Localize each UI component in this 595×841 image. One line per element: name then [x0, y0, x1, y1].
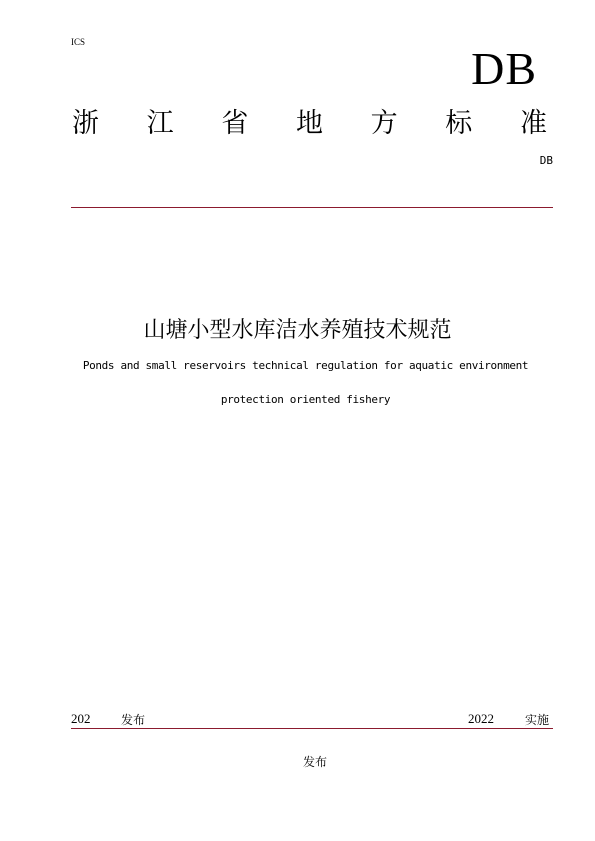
standard-code: DB: [539, 154, 553, 167]
title-char: 省: [221, 108, 249, 139]
implementation-date: 2022: [468, 711, 494, 726]
issue-date: 202: [71, 711, 91, 726]
standard-category-title: [72, 108, 547, 140]
title-char: 浙: [72, 108, 99, 139]
top-divider: [71, 207, 553, 208]
document-title-en-line1: Ponds and small reservoirs technical regulation for aquatic environment: [82, 359, 529, 372]
db-logo: DB: [471, 43, 537, 94]
implementation-label: 实施: [525, 713, 550, 727]
document-title-cn: 山塘小型水库洁水养殖技术规范: [143, 318, 452, 343]
title-char: 准: [519, 108, 547, 139]
issue-label: 发布: [121, 713, 146, 727]
document-title-en-line2: protection oriented fishery: [220, 393, 391, 406]
title-char: 地: [295, 108, 323, 139]
title-char: 方: [370, 108, 398, 139]
title-char: 标: [445, 108, 473, 139]
bottom-divider: [71, 728, 553, 729]
publisher-line: 发布: [302, 755, 327, 769]
title-char: 江: [146, 108, 174, 139]
ics-label: ICS: [71, 37, 86, 47]
